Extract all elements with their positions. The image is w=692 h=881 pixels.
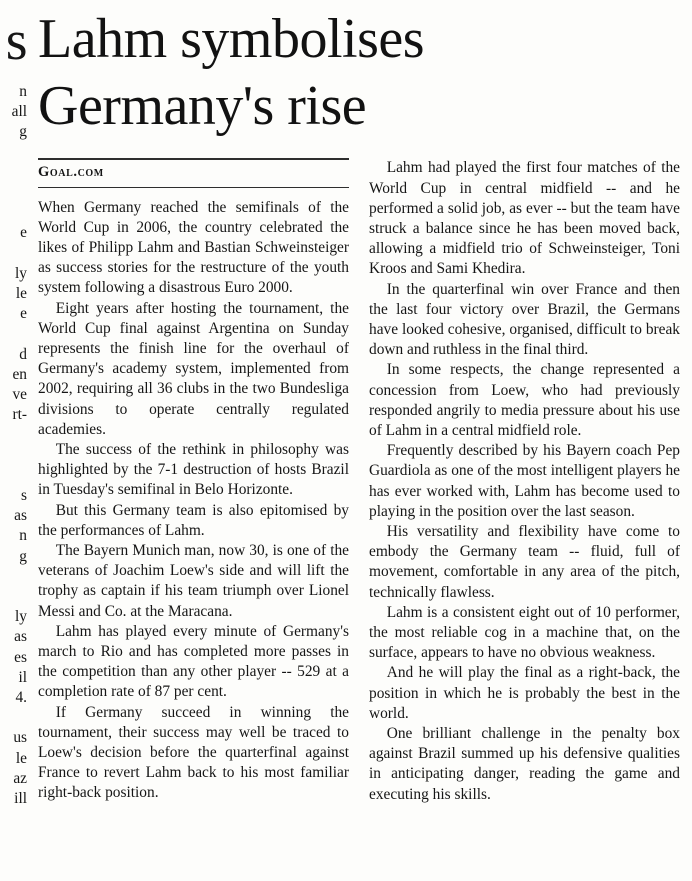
source-byline: Goal.com	[38, 164, 104, 181]
adjacent-line-fragment: es	[14, 648, 27, 666]
adjacent-line-fragment: e	[20, 305, 27, 323]
adjacent-line-fragment: ly	[15, 608, 27, 626]
article-paragraph: Lahm has played every minute of Germany's march to Rio and has completed more passes in the competition than any other player -- 529 at a completion rate of 87 per cent.	[38, 622, 349, 701]
adjacent-line-fragment: all	[11, 103, 27, 121]
article-column-2	[369, 158, 680, 805]
adjacent-line-fragment	[0, 567, 27, 587]
article-column-1	[38, 158, 349, 805]
adjacent-column-line-fragments	[0, 82, 27, 809]
adjacent-line-fragment: en	[12, 365, 27, 383]
adjacent-line-fragment: n	[19, 527, 27, 545]
adjacent-line-fragment	[0, 183, 27, 203]
adjacent-line-fragment: e	[20, 224, 27, 242]
adjacent-line-fragment	[0, 587, 27, 607]
article	[30, 0, 692, 881]
adjacent-line-fragment	[0, 163, 27, 183]
adjacent-line-fragment: n	[19, 83, 27, 100]
adjacent-line-fragment	[0, 446, 27, 466]
article-paragraph: In some respects, the change represented a concession from Loew, who had previously responded angrily to media pressure about his use of Lahm in a central midfield role.	[369, 361, 680, 440]
headline-line-2: Germany's rise	[38, 75, 367, 138]
adjacent-line-fragment	[0, 203, 27, 223]
adjacent-line-fragment: us	[13, 729, 27, 747]
adjacent-line-fragment: as	[14, 628, 27, 646]
adjacent-column-edge	[0, 0, 30, 881]
adjacent-line-fragment	[0, 244, 27, 264]
adjacent-line-fragment	[0, 425, 27, 445]
article-paragraph: The Bayern Munich man, now 30, is one of the veterans of Joachim Loew's side and will lift the trophy as captain if his team triumph over Lionel Messi and Co. at the Maracana.	[38, 542, 349, 620]
article-paragraph: His versatility and flexibility have come to embody the Germany team -- fluid, full of movement, comfortable in any area of the pitch, technically flawless.	[369, 523, 680, 601]
article-paragraph: Lahm had played the first four matches of the World Cup in central midfield -- and he performed a solid job, as ever -- but the team have struck a balance since he has been moved back, allowing a midfield trio of Schweinsteiger, Toni Kroos and Sami Khedira.	[369, 159, 680, 278]
article-paragraph: If Germany succeed in winning the tournament, their success may well be traced to Loew's decision before the quarterfinal against France to revert Lahm back to his most familiar right-back position.	[38, 703, 349, 802]
adjacent-line-fragment: ly	[15, 264, 27, 282]
article-paragraph: Frequently described by his Bayern coach Pep Guardiola as one of the most intelligent players he has ever worked with, Lahm has become used to playing in the position over the last season.	[369, 442, 680, 520]
article-headline	[38, 6, 680, 140]
headline-line-1: Lahm symbolises	[38, 8, 425, 70]
column-1-paragraphs	[38, 198, 349, 804]
adjacent-line-fragment: 4.	[15, 688, 27, 706]
article-paragraph: Eight years after hosting the tournament, the World Cup final against Argentina on Sunday represents the finish line for the overhaul of Germany's academy system, implemented from 2002, requiring all 36 clubs in the two Bundesliga divisions to operate centrally regulated academies.	[38, 299, 349, 438]
adjacent-headline-fragment: s	[5, 10, 27, 72]
adjacent-line-fragment	[0, 466, 27, 486]
adjacent-line-fragment: ill	[14, 789, 27, 807]
adjacent-line-fragment: rt-	[12, 406, 27, 424]
adjacent-line-fragment: s	[21, 486, 27, 504]
adjacent-line-fragment: d	[19, 345, 27, 363]
article-paragraph: One brilliant challenge in the penalty box against Brazil summed up his defensive qualities in anticipating danger, reading the game and executing his skills.	[369, 725, 680, 803]
article-paragraph: But this Germany team is also epitomised by the performances of Lahm.	[38, 501, 349, 539]
adjacent-line-fragment: g	[19, 547, 27, 565]
adjacent-line-fragment: le	[15, 749, 27, 767]
byline-block	[38, 158, 349, 187]
adjacent-line-fragment: g	[19, 123, 27, 141]
article-paragraph: When Germany reached the semifinals of the World Cup in 2006, the country celebrated the likes of Philipp Lahm and Bastian Schweinsteiger as success stories for the restructure of the youth system following a disastrous Euro 2000.	[38, 198, 349, 297]
adjacent-line-fragment: le	[15, 284, 27, 302]
column-2-paragraphs	[369, 158, 680, 805]
article-paragraph: And he will play the final as a right-back, the position in which he is probably the best in the world.	[369, 664, 680, 722]
adjacent-line-fragment	[0, 324, 27, 344]
article-paragraph: In the quarterfinal win over France and then the last four victory over Brazil, the Germans have looked cohesive, organised, difficult to break down and ruthless in the final third.	[369, 280, 680, 359]
article-paragraph: The success of the rethink in philosophy was highlighted by the 7-1 destruction of hosts Brazil in Tuesday's semifinal in Belo Horizonte.	[38, 441, 349, 499]
article-paragraph: Lahm is a consistent eight out of 10 performer, the most reliable cog in a machine that, on the surface, appears to have no obvious weakness.	[369, 603, 680, 662]
adjacent-line-fragment: as	[14, 507, 27, 525]
adjacent-line-fragment	[0, 143, 27, 163]
adjacent-line-fragment: il	[18, 668, 27, 686]
adjacent-line-fragment	[0, 708, 27, 728]
article-columns	[38, 158, 680, 805]
adjacent-line-fragment: ve	[12, 385, 27, 403]
adjacent-line-fragment: az	[13, 769, 27, 787]
